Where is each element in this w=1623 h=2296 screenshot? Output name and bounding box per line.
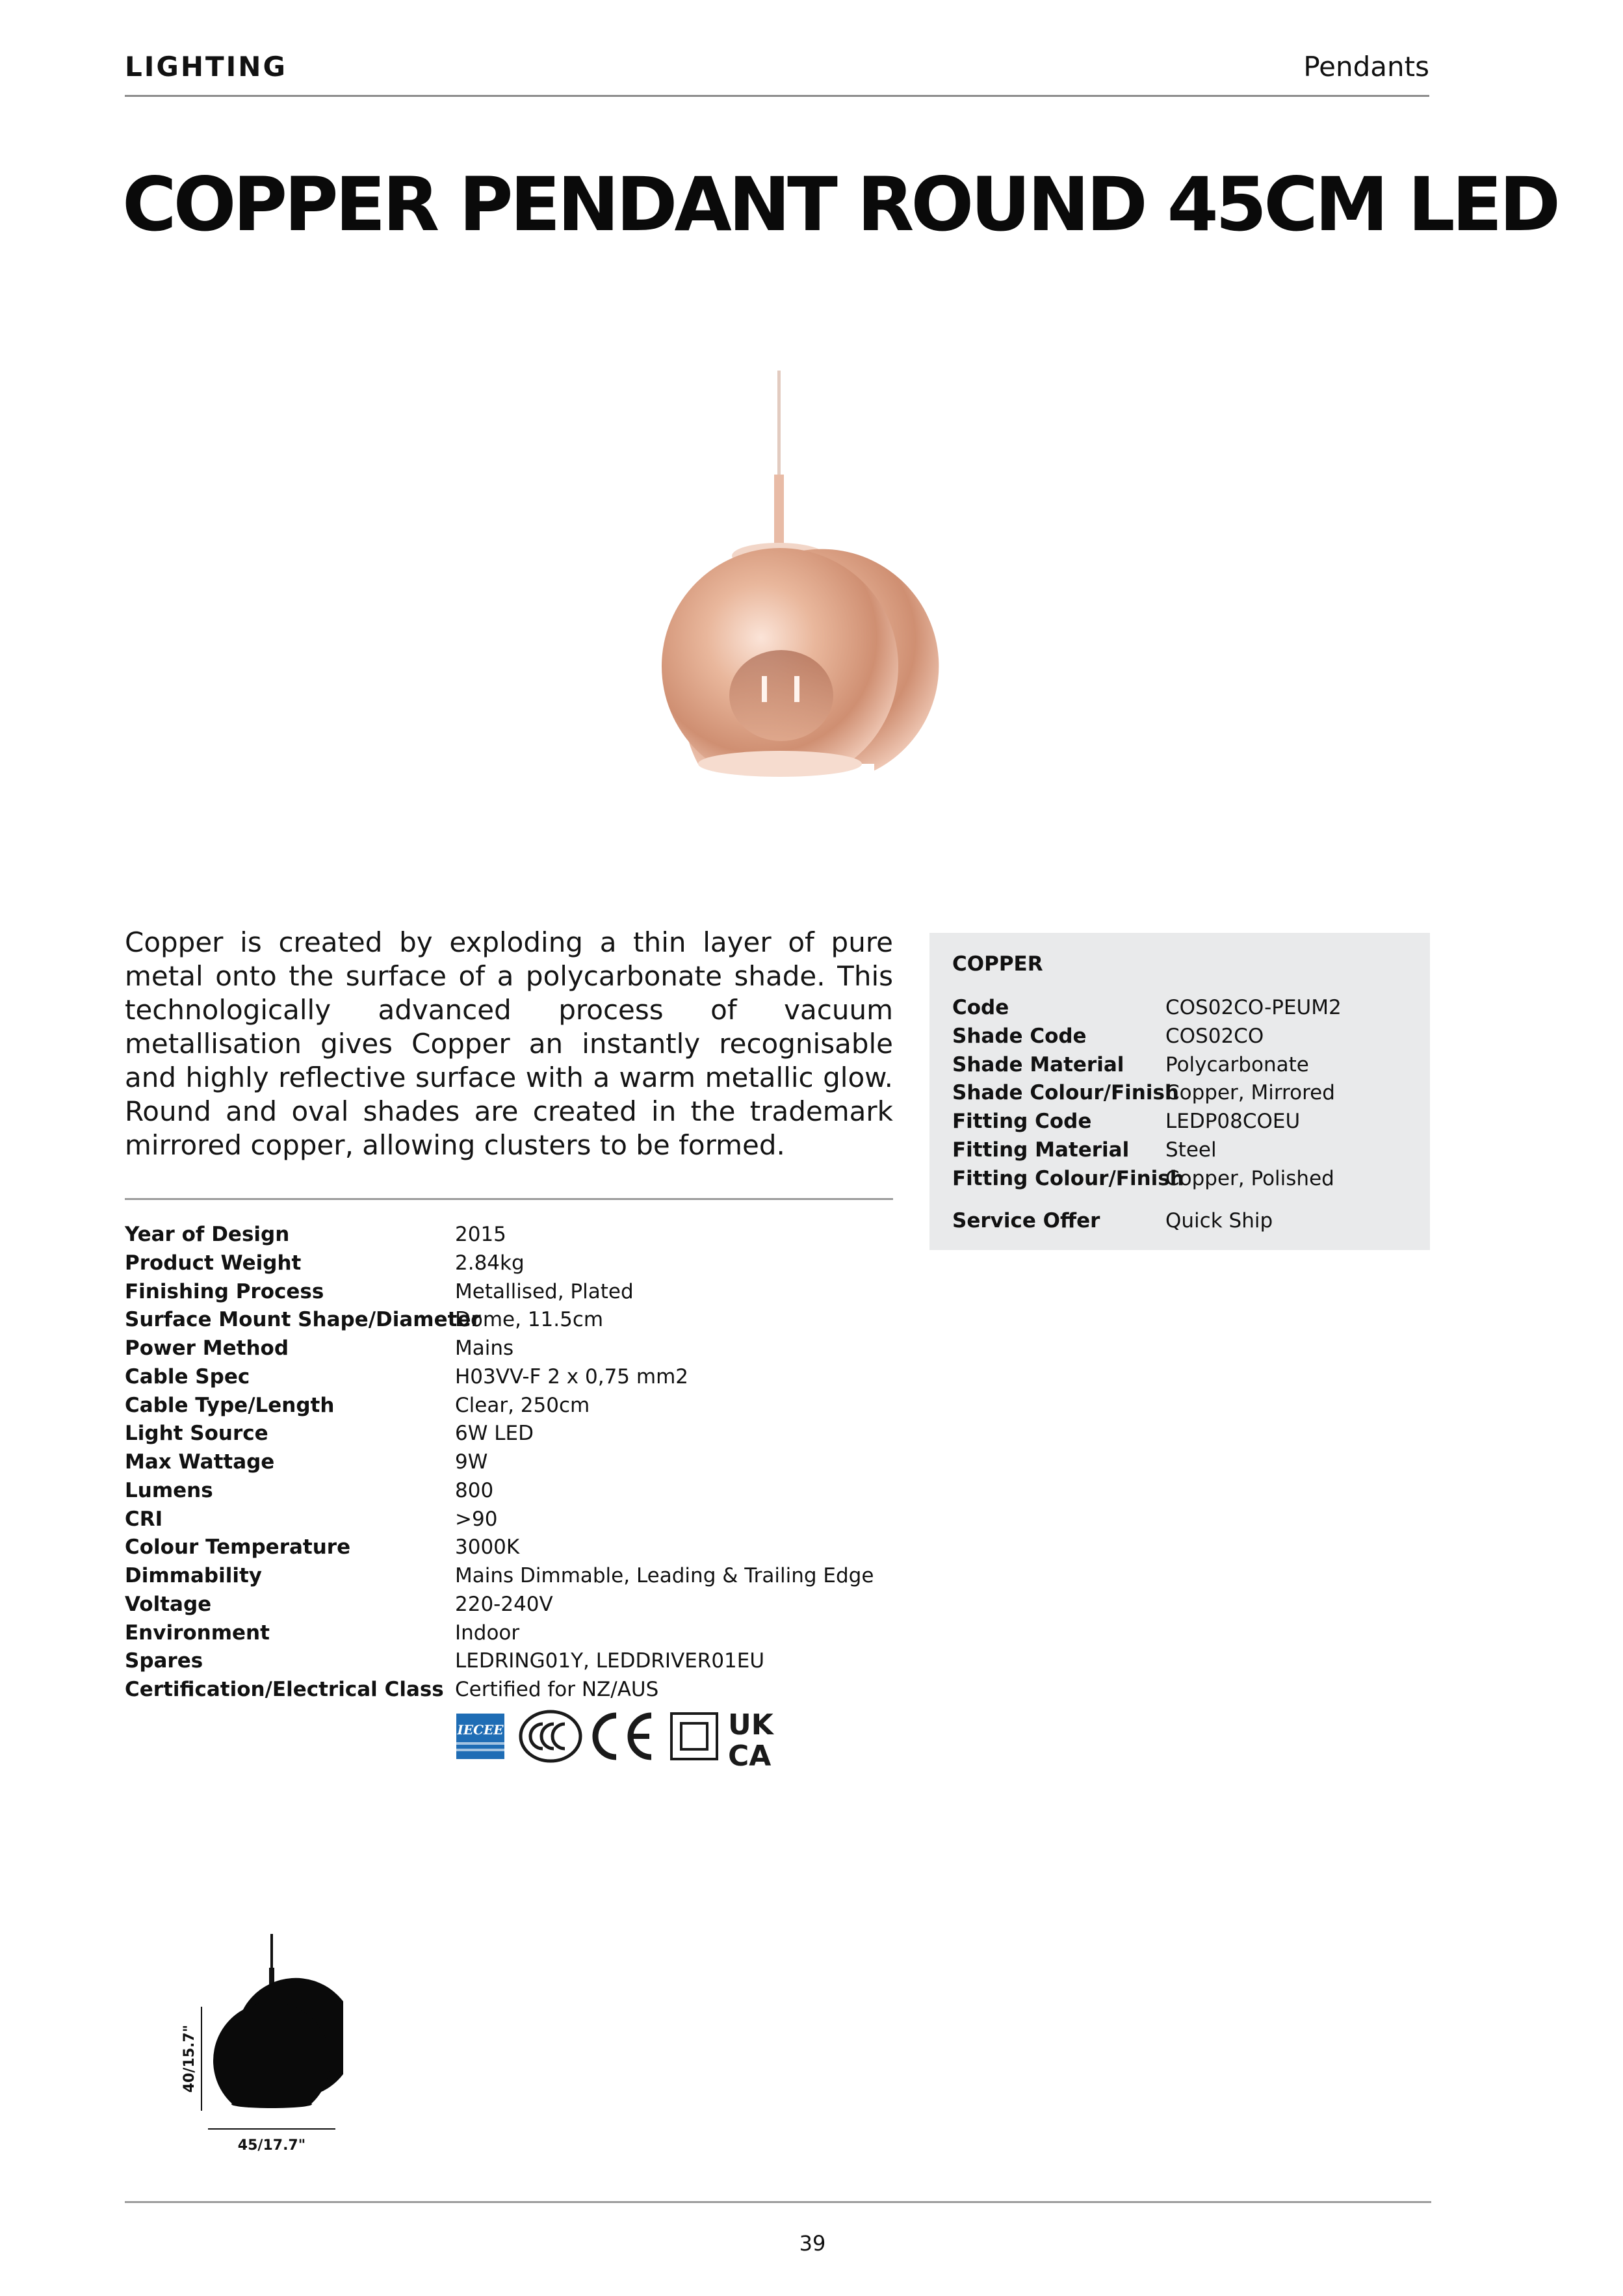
variant-value: LEDP08COEU: [1165, 1110, 1301, 1133]
spec-value: Mains: [455, 1337, 514, 1360]
spec-label: Power Method: [125, 1337, 289, 1360]
spec-row: [125, 1448, 893, 1477]
variant-value: Quick Ship: [1165, 1209, 1273, 1233]
spec-row: [125, 1363, 893, 1392]
page-title: COPPER PENDANT ROUND 45CM LED: [122, 161, 1558, 248]
spec-value: >90: [455, 1507, 498, 1531]
spec-label: Cable Spec: [125, 1364, 250, 1389]
svg-text:CA: CA: [728, 1740, 772, 1768]
variant-label: Fitting Material: [952, 1138, 1130, 1162]
variant-row: [952, 1023, 1420, 1051]
spec-value: Dome, 11.5cm: [455, 1308, 604, 1332]
spec-value: H03VV-F 2 x 0,75 mm2: [455, 1364, 688, 1389]
variant-row: [952, 1165, 1420, 1194]
spec-label: Light Source: [125, 1422, 268, 1446]
fitting-stem: [774, 475, 784, 546]
spec-row: [125, 1591, 893, 1619]
spec-label: Spares: [125, 1649, 203, 1673]
dimension-drawing: [168, 1934, 343, 2161]
variant-label: Service Offer: [952, 1209, 1100, 1233]
section-label: LIGHTING: [125, 51, 287, 83]
certification-logos: [455, 1710, 806, 1768]
spec-label: Certification/Electrical Class: [125, 1678, 444, 1701]
spec-value: 6W LED: [455, 1422, 534, 1446]
spec-row: [125, 1306, 893, 1335]
spec-label: Lumens: [125, 1478, 213, 1502]
product-description: Copper is created by exploding a thin layer of pure metal onto the surface of a polycarbonate shade. This technologically advanced process of vacuum metallisation gives Copper an instantly recognisable and highly reflective surface with a warm metallic glow. Round and oval shades are created in the trademark mirrored copper, allowing clusters to be formed.: [125, 926, 893, 1161]
spec-value: 2015: [455, 1223, 506, 1246]
spec-row: [125, 1647, 893, 1676]
spec-row: [125, 1619, 893, 1648]
width-label: 45/17.7": [237, 2137, 306, 2154]
spec-row: [125, 1506, 893, 1534]
variant-value: Copper, Polished: [1165, 1166, 1334, 1190]
spec-label: Environment: [125, 1621, 270, 1645]
variant-row: [952, 1051, 1420, 1080]
suspension-cable: [777, 371, 781, 475]
spec-row: [125, 1249, 893, 1278]
page-number: 39: [799, 2231, 826, 2256]
variant-value: Polycarbonate: [1165, 1052, 1309, 1076]
variant-label: Shade Colour/Finish: [952, 1081, 1179, 1105]
iecee-logo: [456, 1714, 504, 1759]
spec-value: LEDRING01Y, LEDDRIVER01EU: [455, 1649, 765, 1673]
spec-value: 800: [455, 1478, 494, 1502]
spec-row: [125, 1392, 893, 1420]
spec-row: [125, 1562, 893, 1591]
variant-label: Code: [952, 996, 1009, 1019]
spec-value: 2.84kg: [455, 1251, 525, 1275]
spec-value: 3000K: [455, 1535, 520, 1559]
variant-value: Copper, Mirrored: [1165, 1081, 1335, 1105]
spec-value: Mains Dimmable, Leading & Trailing Edge: [455, 1564, 874, 1587]
variant-row: [952, 1079, 1420, 1108]
spec-value: Metallised, Plated: [455, 1279, 634, 1303]
spec-row: [125, 1676, 893, 1704]
spec-row: [125, 1420, 893, 1448]
spec-label: Dimmability: [125, 1564, 262, 1587]
class-ii-icon: [671, 1714, 717, 1759]
spec-value: Indoor: [455, 1621, 520, 1645]
spec-row: [125, 1477, 893, 1506]
spec-value: Certified for NZ/AUS: [455, 1678, 659, 1701]
variant-label: Fitting Colour/Finish: [952, 1166, 1184, 1190]
variant-label: Fitting Code: [952, 1110, 1092, 1133]
spec-label: Surface Mount Shape/Diameter: [125, 1308, 481, 1332]
variant-row: [952, 1108, 1420, 1136]
service-offer-row: [952, 1207, 1420, 1236]
spec-label: CRI: [125, 1507, 163, 1531]
spec-value: 220-240V: [455, 1592, 553, 1616]
spec-value: 9W: [455, 1450, 488, 1474]
spec-label: Voltage: [125, 1592, 212, 1616]
variant-row: [952, 1136, 1420, 1165]
svg-text:IECEE: IECEE: [457, 1722, 504, 1738]
specifications-table: [125, 1221, 893, 1704]
spec-label: Finishing Process: [125, 1279, 324, 1303]
ce-mark: [595, 1715, 651, 1757]
spec-value: Clear, 250cm: [455, 1393, 590, 1417]
spec-label: Product Weight: [125, 1251, 302, 1275]
variant-panel: [929, 933, 1430, 1250]
variant-label: Shade Material: [952, 1052, 1124, 1076]
spec-label: Cable Type/Length: [125, 1393, 335, 1417]
height-label: 40/15.7": [181, 2024, 198, 2093]
variant-table: [952, 994, 1420, 1236]
description-divider: [125, 1198, 893, 1200]
product-photo: [617, 371, 955, 813]
ukca-mark: [728, 1710, 775, 1768]
ccc-logo: [521, 1712, 580, 1761]
spec-label: Colour Temperature: [125, 1535, 351, 1559]
variant-value: Steel: [1165, 1138, 1217, 1162]
spec-label: Year of Design: [125, 1223, 290, 1246]
category-label: Pendants: [1303, 51, 1429, 83]
footer-divider: [125, 2201, 1431, 2203]
spec-row: [125, 1278, 893, 1307]
variant-label: Shade Code: [952, 1024, 1087, 1048]
variant-row: [952, 994, 1420, 1023]
header-divider: [125, 95, 1429, 97]
spec-row: [125, 1335, 893, 1363]
spec-label: Max Wattage: [125, 1450, 275, 1474]
spec-row: [125, 1221, 893, 1249]
svg-text:UK: UK: [728, 1710, 773, 1742]
spec-row: [125, 1533, 893, 1562]
variant-value: COS02CO-PEUM2: [1165, 996, 1342, 1019]
variant-name: COPPER: [952, 952, 1043, 976]
variant-value: COS02CO: [1165, 1024, 1264, 1048]
